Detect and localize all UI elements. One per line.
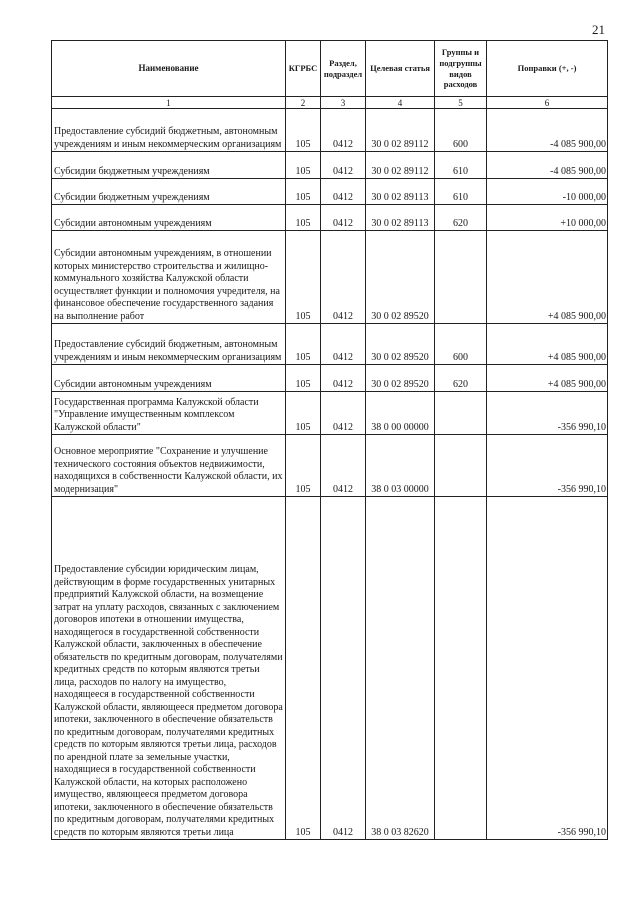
row-razdel: 0412	[321, 392, 366, 435]
column-number-row	[52, 97, 608, 109]
row-gruppa: 620	[435, 205, 487, 231]
row-razdel: 0412	[321, 497, 366, 840]
row-kgrbs: 105	[286, 392, 321, 435]
row-razdel: 0412	[321, 435, 366, 497]
row-gruppa: 600	[435, 109, 487, 152]
header-kgrbs: КГРБС	[286, 41, 321, 97]
row-tselevaya: 38 0 03 00000	[366, 435, 435, 497]
row-gruppa	[435, 392, 487, 435]
row-name: Предоставление субсидии юридическим лицам, действующим в форме государственных унитарных предприятий Калужской области, на возмещение затрат на уплату расходов, связанных с заключением договоров ипотеки в отношении имущества, находящегося в государственной собственности Калужской области, заключенных в обеспечение обязательств по кредитным договорам, получателями кредитных средств по которым являются третьи лица, расходов по налогу на имущество, находящееся в государственной собственности Калужской области, являющееся предметом договора ипотеки, заключенного в обеспечение обязательств по кредитным договорам, получателями кредитных средств по которым являются третьи лица, расходов по арендной плате за земельные участки, находящиеся в государственной собственности Калужской области, на которых расположено имущество, являющееся предметом договора ипотеки, заключенного в обеспечение обязательств по кредитным договорам, получателями кредитных средств по которым являются третьи лица	[52, 497, 286, 840]
row-amount: -356 990,10	[487, 497, 608, 840]
row-razdel: 0412	[321, 152, 366, 179]
page-number: 21	[592, 22, 605, 37]
row-amount: -356 990,10	[487, 435, 608, 497]
row-name: Субсидии бюджетным учреждениям	[52, 152, 286, 179]
row-kgrbs: 105	[286, 324, 321, 365]
column-number: 6	[487, 97, 608, 109]
row-name: Субсидии автономным учреждениям	[52, 205, 286, 231]
table-row	[52, 435, 608, 497]
row-amount: -356 990,10	[487, 392, 608, 435]
header-name: Наименование	[52, 41, 286, 97]
row-tselevaya: 38 0 03 82620	[366, 497, 435, 840]
row-kgrbs: 105	[286, 109, 321, 152]
row-kgrbs: 105	[286, 205, 321, 231]
row-name: Субсидии автономным учреждениям, в отношении которых министерство строительства и жилищно-коммунального хозяйства Калужской области осуществляет функции и полномочия учредителя, на финансовое обеспечение государственного задания на выполнение работ	[52, 231, 286, 324]
row-tselevaya: 30 0 02 89113	[366, 179, 435, 205]
header-row	[52, 41, 608, 97]
row-gruppa: 600	[435, 324, 487, 365]
row-kgrbs: 105	[286, 152, 321, 179]
row-name: Предоставление субсидий бюджетным, автономным учреждениям и иным некоммерческим организациям	[52, 324, 286, 365]
table-row	[52, 152, 608, 179]
row-tselevaya: 30 0 02 89112	[366, 109, 435, 152]
row-razdel: 0412	[321, 231, 366, 324]
row-tselevaya: 38 0 00 00000	[366, 392, 435, 435]
row-tselevaya: 30 0 02 89113	[366, 205, 435, 231]
row-razdel: 0412	[321, 205, 366, 231]
row-razdel: 0412	[321, 109, 366, 152]
column-number: 4	[366, 97, 435, 109]
table-row	[52, 365, 608, 392]
header-razdel: Раздел, подраздел	[321, 41, 366, 97]
table-row	[52, 179, 608, 205]
row-name: Субсидии автономным учреждениям	[52, 365, 286, 392]
row-amount: -4 085 900,00	[487, 109, 608, 152]
row-tselevaya: 30 0 02 89520	[366, 365, 435, 392]
row-kgrbs: 105	[286, 179, 321, 205]
table-row	[52, 392, 608, 435]
column-number: 2	[286, 97, 321, 109]
row-name: Государственная программа Калужской области "Управление имущественным комплексом Калужской области"	[52, 392, 286, 435]
row-gruppa	[435, 435, 487, 497]
row-amount: +4 085 900,00	[487, 324, 608, 365]
column-number: 5	[435, 97, 487, 109]
row-amount: -4 085 900,00	[487, 152, 608, 179]
row-kgrbs: 105	[286, 365, 321, 392]
row-name: Субсидии бюджетным учреждениям	[52, 179, 286, 205]
row-gruppa: 610	[435, 152, 487, 179]
row-tselevaya: 30 0 02 89520	[366, 231, 435, 324]
row-tselevaya: 30 0 02 89520	[366, 324, 435, 365]
column-number: 1	[52, 97, 286, 109]
row-amount: +4 085 900,00	[487, 365, 608, 392]
budget-amendments-table	[51, 40, 608, 840]
row-amount: +4 085 900,00	[487, 231, 608, 324]
row-gruppa: 620	[435, 365, 487, 392]
row-name: Основное мероприятие "Сохранение и улучшение технического состояния объектов недвижимости, находящихся в собственности Калужской области, их модернизация"	[52, 435, 286, 497]
row-razdel: 0412	[321, 365, 366, 392]
row-kgrbs: 105	[286, 231, 321, 324]
column-number: 3	[321, 97, 366, 109]
row-gruppa: 610	[435, 179, 487, 205]
row-razdel: 0412	[321, 179, 366, 205]
row-name: Предоставление субсидий бюджетным, автономным учреждениям и иным некоммерческим организациям	[52, 109, 286, 152]
row-razdel: 0412	[321, 324, 366, 365]
row-tselevaya: 30 0 02 89112	[366, 152, 435, 179]
row-kgrbs: 105	[286, 435, 321, 497]
table-row	[52, 109, 608, 152]
row-amount: +10 000,00	[487, 205, 608, 231]
row-gruppa	[435, 231, 487, 324]
header-tselevaya: Целевая статья	[366, 41, 435, 97]
row-amount: -10 000,00	[487, 179, 608, 205]
table-row	[52, 497, 608, 840]
table-row	[52, 205, 608, 231]
row-gruppa	[435, 497, 487, 840]
header-gruppy: Группы и подгруппы видов расходов	[435, 41, 487, 97]
table-row	[52, 324, 608, 365]
header-popravki: Поправки (+, -)	[487, 41, 608, 97]
table-row	[52, 231, 608, 324]
row-kgrbs: 105	[286, 497, 321, 840]
